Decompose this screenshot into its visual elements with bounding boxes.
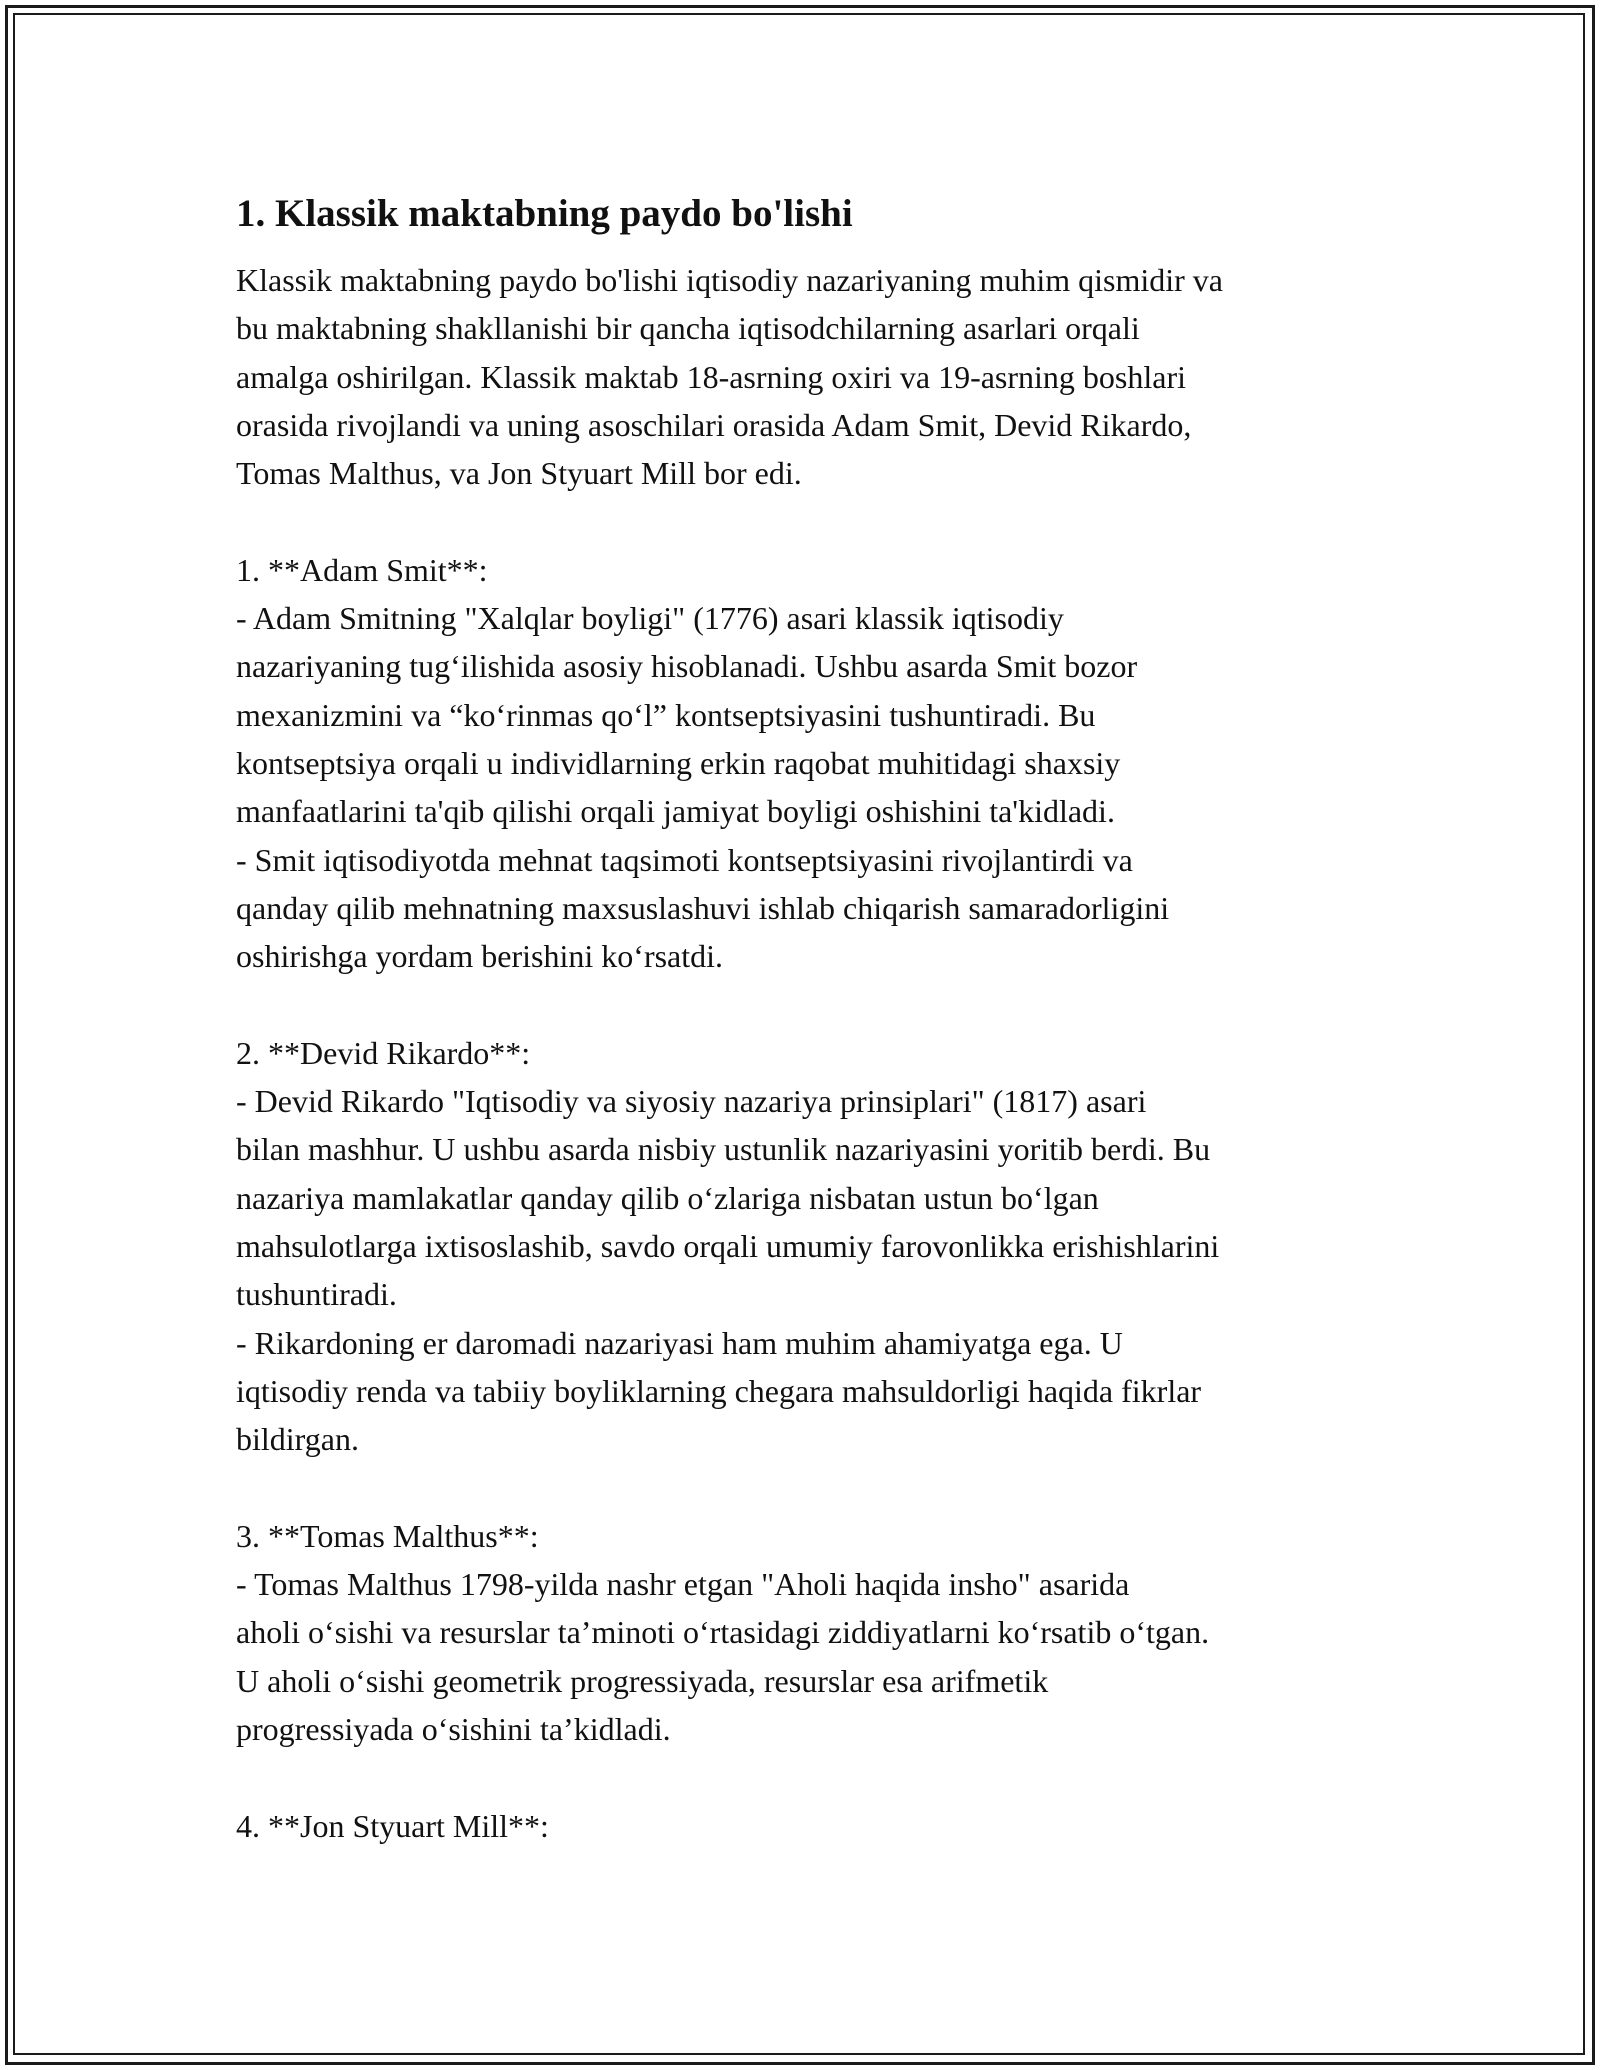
section-title: 3. **Tomas Malthus**: [236, 1517, 539, 1554]
bullet-paragraph: - Tomas Malthus 1798-yilda nashr etgan "Aholi haqida insho" asarida aholi o‘sishi va resurslar ta’minoti o‘rtasidagi ziddiyatlarni ko‘rsatib o‘tgan. U aholi o‘sishi geometrik progressiyada, resurslar esa arifmetik progressiyada o‘sishini ta’kidladi. [236, 1566, 1210, 1747]
bullet-paragraph: - Adam Smitning "Xalqlar boyligi" (1776) asari klassik iqtisodiy nazariyaning tug‘ilishida asosiy hisoblanadi. Ushbu asarda Smit bozor mexanizmini va “ko‘rinmas qo‘l” kontseptsiyasini tushuntiradi. Bu kontseptsiya orqali u individlarning erkin raqobat muhitidagi shaxsiy manfaatlarini ta'qib qilishi orqali jamiyat boyligi oshishini ta'kidladi. [236, 600, 1138, 830]
intro-paragraph: Klassik maktabning paydo bo'lishi iqtisodiy nazariyaning muhim qismidir va bu maktabning shakllanishi bir qancha iqtisodchilarning asarlari orqali amalga oshirilgan. Klassik maktab 18-asrning oxiri va 19-asrning boshlari orasida rivojlandi va uning asoschilari orasida Adam Smit, Devid Rikardo, Tomas Malthus, va Jon Styuart Mill bor edi. [236, 262, 1223, 492]
spacer [236, 497, 1386, 545]
spacer [236, 980, 1386, 1028]
section-tomas-malthus [236, 1512, 1386, 1753]
section-heading: 1. Klassik maktabning paydo bo'lishi [236, 192, 853, 235]
section-devid-rikardo [236, 1029, 1386, 1464]
section-title: 1. **Adam Smit**: [236, 551, 488, 588]
section-title: 2. **Devid Rikardo**: [236, 1034, 531, 1071]
section-adam-smit [236, 546, 1386, 981]
bullet-paragraph: - Rikardoning er daromadi nazariyasi ham muhim ahamiyatga ega. U iqtisodiy renda va tabiiy boyliklarning chegara mahsuldorligi haqida fikrlar bildirgan. [236, 1324, 1202, 1458]
spacer [236, 1463, 1386, 1511]
bullet-paragraph: - Smit iqtisodiyotda mehnat taqsimoti kontseptsiyasini rivojlantirdi va qanday qilib mehnatning maxsuslashuvi ishlab chiqarish samaradorligini oshirishga yordam berishini ko‘rsatdi. [236, 841, 1170, 975]
document-body [236, 186, 1386, 1850]
spacer [236, 1753, 1386, 1801]
bullet-paragraph: - Devid Rikardo "Iqtisodiy va siyosiy nazariya prinsiplari" (1817) asari bilan mashhur. U ushbu asarda nisbiy ustunlik nazariyasini yoritib berdi. Bu nazariya mamlakatlar qanday qilib o‘zlariga nisbatan ustun bo‘lgan mahsulotlarga ixtisoslashib, savdo orqali umumiy farovonlikka erishishlarini tushuntiradi. [236, 1083, 1220, 1313]
section-title: 4. **Jon Styuart Mill**: [236, 1807, 549, 1844]
section-jon-styuart-mill [236, 1802, 1386, 1850]
